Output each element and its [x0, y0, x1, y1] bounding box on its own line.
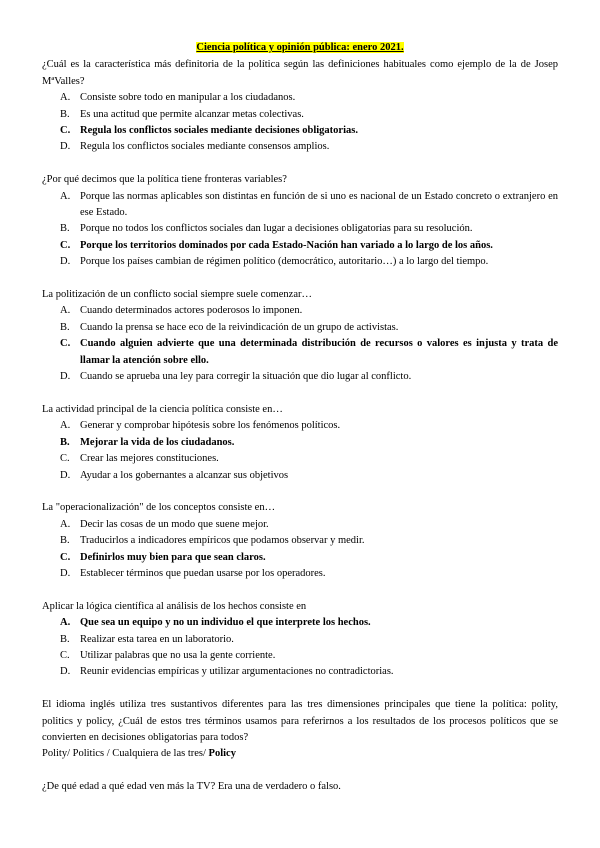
option-text: Utilizar palabras que no usa la gente corriente. [80, 649, 276, 661]
option-text: Establecer términos que puedan usarse por los operadores. [80, 567, 326, 579]
question-list [42, 57, 558, 680]
option-text: Porque no todos los conflictos sociales dan lugar a decisiones obligatorias para su resolución. [80, 223, 473, 235]
option-text: Definirlos muy bien para que sean claros. [80, 551, 266, 563]
question-3 [42, 287, 558, 385]
option-item [42, 320, 558, 336]
question-6 [42, 599, 558, 681]
option-item [42, 566, 558, 582]
option-letter: D. [60, 371, 71, 383]
document-page [42, 40, 558, 812]
document-title: Ciencia política y opinión pública: enero 2021. [196, 42, 404, 53]
option-letter: A. [60, 190, 71, 202]
option-text: Porque los territorios dominados por cada Estado-Nación han variado a lo largo de los años. [80, 239, 493, 251]
option-text: Reunir evidencias empíricas y utilizar argumentaciones no contradictorias. [80, 666, 394, 678]
option-text: Realizar esta tarea en un laboratorio. [80, 633, 234, 645]
option-item [42, 107, 558, 123]
option-list [42, 418, 558, 484]
option-text: Cuando determinados actores poderosos lo imponen. [80, 305, 303, 317]
option-item [42, 189, 558, 222]
option-item [42, 123, 558, 139]
question-text: ¿Por qué decimos que la política tiene fronteras variables? [42, 174, 287, 186]
question-text: ¿De qué edad a qué edad ven más la TV? Era una de verdadero o falso. [42, 781, 341, 793]
option-item [42, 418, 558, 434]
option-letter: D. [60, 666, 71, 678]
option-letter: A. [60, 617, 71, 629]
option-item [42, 615, 558, 631]
option-item [42, 336, 558, 369]
option-text: Mejorar la vida de los ciudadanos. [80, 436, 235, 448]
option-item [42, 303, 558, 319]
question-text: La politización de un conflicto social siempre suele comenzar… [42, 289, 312, 301]
question-text: ¿Cuál es la característica más definitoria de la política según las definiciones habituales como ejemplo de la de Josep MªValles? [42, 59, 558, 87]
option-text: Regula los conflictos sociales mediante consensos amplios. [80, 141, 330, 153]
option-text: Cuando alguien advierte que una determinada distribución de recursos o valores es injusta y trata de llamar la atención sobre ello. [80, 338, 558, 366]
option-item [42, 435, 558, 451]
option-letter: B. [60, 223, 70, 235]
option-text: Consiste sobre todo en manipular a los ciudadanos. [80, 92, 296, 104]
answer-bold: Policy [208, 748, 236, 760]
option-list [42, 615, 558, 681]
question-text: Aplicar la lógica científica al análisis de los hechos consiste en [42, 600, 307, 612]
option-item [42, 468, 558, 484]
option-letter: B. [60, 321, 70, 333]
question-2 [42, 172, 558, 270]
option-item [42, 533, 558, 549]
option-text: Cuando la prensa se hace eco de la reivindicación de un grupo de activistas. [80, 321, 399, 333]
option-text: Porque los países cambian de régimen político (democrático, autoritario…) a lo largo del tiempo. [80, 256, 489, 268]
option-letter: B. [60, 535, 70, 547]
option-item [42, 90, 558, 106]
question-1 [42, 57, 558, 155]
answer-line [42, 746, 558, 762]
option-text: Ayudar a los gobernantes a alcanzar sus objetivos [80, 469, 289, 481]
option-letter: A. [60, 305, 71, 317]
option-letter: C. [60, 239, 71, 251]
option-list [42, 90, 558, 156]
option-letter: C. [60, 649, 70, 661]
question-5 [42, 500, 558, 582]
option-text: Que sea un equipo y no un individuo el que interprete los hechos. [80, 617, 371, 629]
question-text: La "operacionalización" de los conceptos consiste en… [42, 502, 276, 514]
option-item [42, 451, 558, 467]
option-letter: D. [60, 256, 71, 268]
option-item [42, 369, 558, 385]
option-item [42, 517, 558, 533]
option-letter: A. [60, 92, 71, 104]
answer-prefix: Polity/ Politics / Cualquiera de las tres/ [42, 748, 209, 760]
option-letter: D. [60, 567, 71, 579]
option-item [42, 238, 558, 254]
option-text: Porque las normas aplicables son distintas en función de si uno es nacional de un Estado concreto o extranjero en ese Estado. [80, 190, 558, 219]
option-text: Crear las mejores constituciones. [80, 453, 219, 465]
option-letter: A. [60, 420, 71, 432]
option-item [42, 254, 558, 270]
option-letter: D. [60, 141, 71, 153]
option-list [42, 517, 558, 583]
option-letter: D. [60, 469, 71, 481]
option-item [42, 139, 558, 155]
question-text: La actividad principal de la ciencia política consiste en… [42, 403, 283, 415]
option-letter: B. [60, 108, 70, 120]
option-item [42, 550, 558, 566]
option-letter: C. [60, 453, 70, 465]
option-letter: A. [60, 518, 71, 530]
option-item [42, 648, 558, 664]
question-7 [42, 697, 558, 763]
option-text: Generar y comprobar hipótesis sobre los fenómenos políticos. [80, 420, 341, 432]
option-list [42, 189, 558, 271]
option-letter: B. [60, 633, 70, 645]
option-text: Traducirlos a indicadores empíricos que podamos observar y medir. [80, 535, 365, 547]
question-text: El idioma inglés utiliza tres sustantivos diferentes para las tres dimensiones principales que tiene la política: polity, politics y policy, ¿Cuál de estos tres términos usamos para referirnos a los resultados de los procesos políticos que se convierten en decisiones obligatorias para todos? [42, 699, 558, 743]
option-list [42, 303, 558, 385]
option-item [42, 221, 558, 237]
option-item [42, 664, 558, 680]
option-letter: B. [60, 436, 70, 448]
option-text: Es una actitud que permite alcanzar metas colectivas. [80, 108, 304, 120]
option-letter: C. [60, 338, 71, 350]
option-text: Decir las cosas de un modo que suene mejor. [80, 518, 269, 530]
option-letter: C. [60, 125, 71, 137]
option-text: Cuando se aprueba una ley para corregir la situación que dio lugar al conflicto. [80, 371, 412, 383]
option-item [42, 632, 558, 648]
question-4 [42, 402, 558, 484]
option-text: Regula los conflictos sociales mediante decisiones obligatorias. [80, 125, 358, 137]
question-8 [42, 779, 558, 795]
option-letter: C. [60, 551, 71, 563]
